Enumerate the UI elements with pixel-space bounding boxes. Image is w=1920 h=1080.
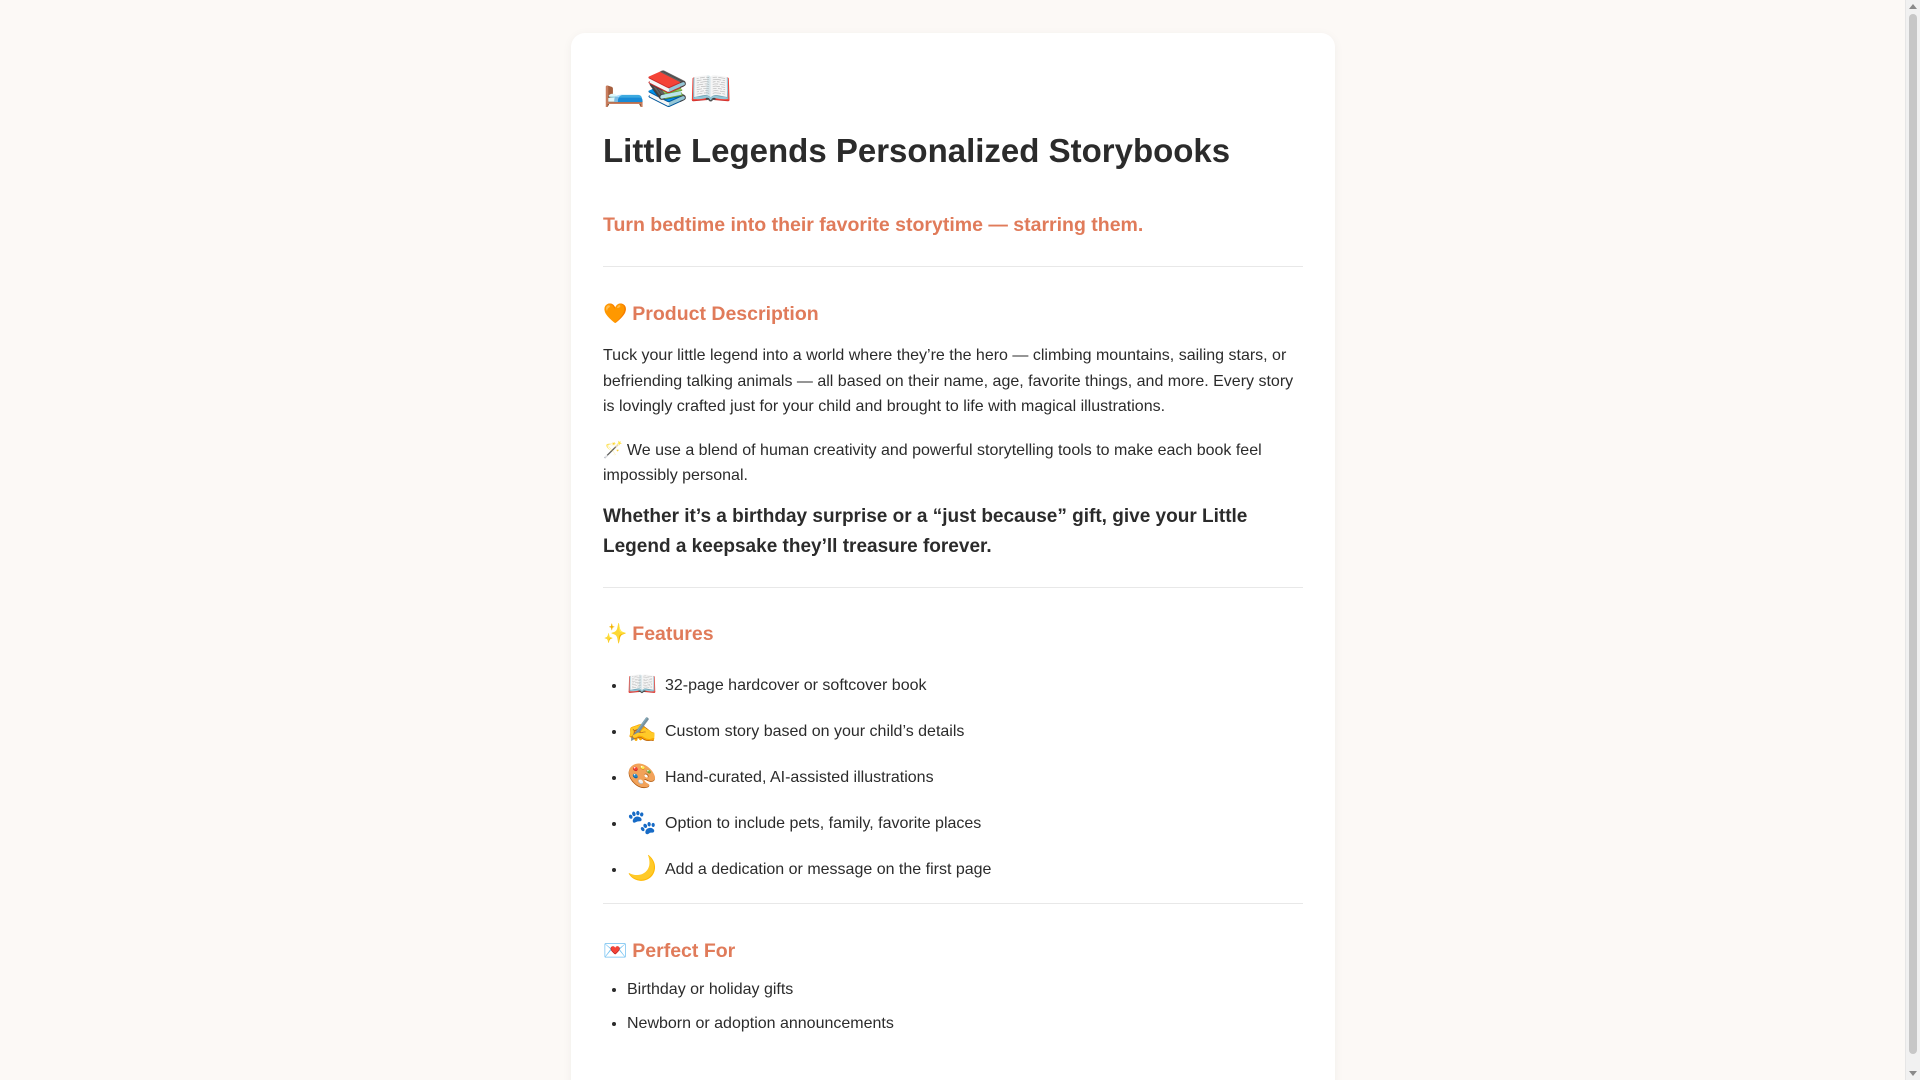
feature-item (627, 707, 1303, 753)
crescent-moon-icon: 🌙 (627, 853, 657, 882)
scrollbar-thumb[interactable] (1909, 14, 1917, 1054)
feature-label: Add a dedication or message on the first page (665, 860, 992, 878)
scroll-up-arrow-icon[interactable] (1909, 4, 1917, 9)
palette-icon: 🎨 (627, 761, 657, 790)
product-card (571, 33, 1335, 1080)
feature-item (627, 753, 1303, 799)
feature-item (627, 661, 1303, 707)
perfect-for-item: • Birthday or holiday gifts (627, 973, 1303, 1007)
feature-label: Custom story based on your child’s details (665, 722, 965, 740)
perfect-for-item: • Newborn or adoption announcements (627, 1007, 1303, 1041)
paragraph-text: We use a blend of human creativity and powerful storytelling tools to make each book feel impossibly personal. (603, 441, 1262, 484)
scroll-down-arrow-icon[interactable] (1909, 1071, 1917, 1076)
feature-label: Option to include pets, family, favorite places (665, 814, 982, 832)
tagline: Turn bedtime into their favorite storytime — starring them. (603, 214, 1144, 236)
section-heading-label: Features (632, 622, 714, 645)
paw-prints-icon: 🐾 (627, 807, 657, 836)
section-heading-label: Product Description (632, 303, 819, 325)
feature-label: Hand-curated, AI-assisted illustrations (665, 768, 934, 786)
perfect-for-list (603, 973, 1303, 1041)
love-letter-icon: 💌 (603, 938, 628, 962)
feature-label: 32-page hardcover or softcover book (665, 676, 927, 694)
feature-item (627, 799, 1303, 845)
vertical-scrollbar[interactable] (1905, 0, 1920, 1080)
divider (603, 266, 1303, 267)
features-list (603, 661, 1303, 891)
orange-heart-icon: 🧡 (603, 302, 628, 325)
section-heading-label: Perfect For (632, 939, 736, 962)
description-paragraph: Tuck your little legend into a world where they’re the hero — climbing mountains, sailing stars, or befriending talking animals — all based on their name, age, favorite things, and more. Every story is lovingly crafted just for your child and brought to life with magical illustrations. (603, 347, 1294, 415)
hero-emoji-icons: 🛏️📚📖 (603, 69, 734, 109)
product-description-heading (603, 302, 1303, 326)
divider (603, 587, 1303, 588)
description-paragraph-2 (603, 437, 1303, 489)
writing-hand-icon: ✍️ (627, 715, 657, 744)
page-title: Little Legends Personalized Storybooks (603, 132, 1231, 169)
divider (603, 903, 1303, 904)
open-book-icon: 📖 (627, 669, 657, 698)
feature-item (627, 845, 1303, 891)
sparkles-icon: ✨ (603, 621, 628, 645)
description-emphasis: Whether it’s a birthday surprise or a “just because” gift, give your Little Legend a keepsake they’ll treasure forever. (603, 505, 1248, 557)
perfect-for-heading (603, 939, 1303, 963)
features-heading (603, 622, 1303, 646)
magic-wand-icon: 🪄 (603, 439, 623, 459)
